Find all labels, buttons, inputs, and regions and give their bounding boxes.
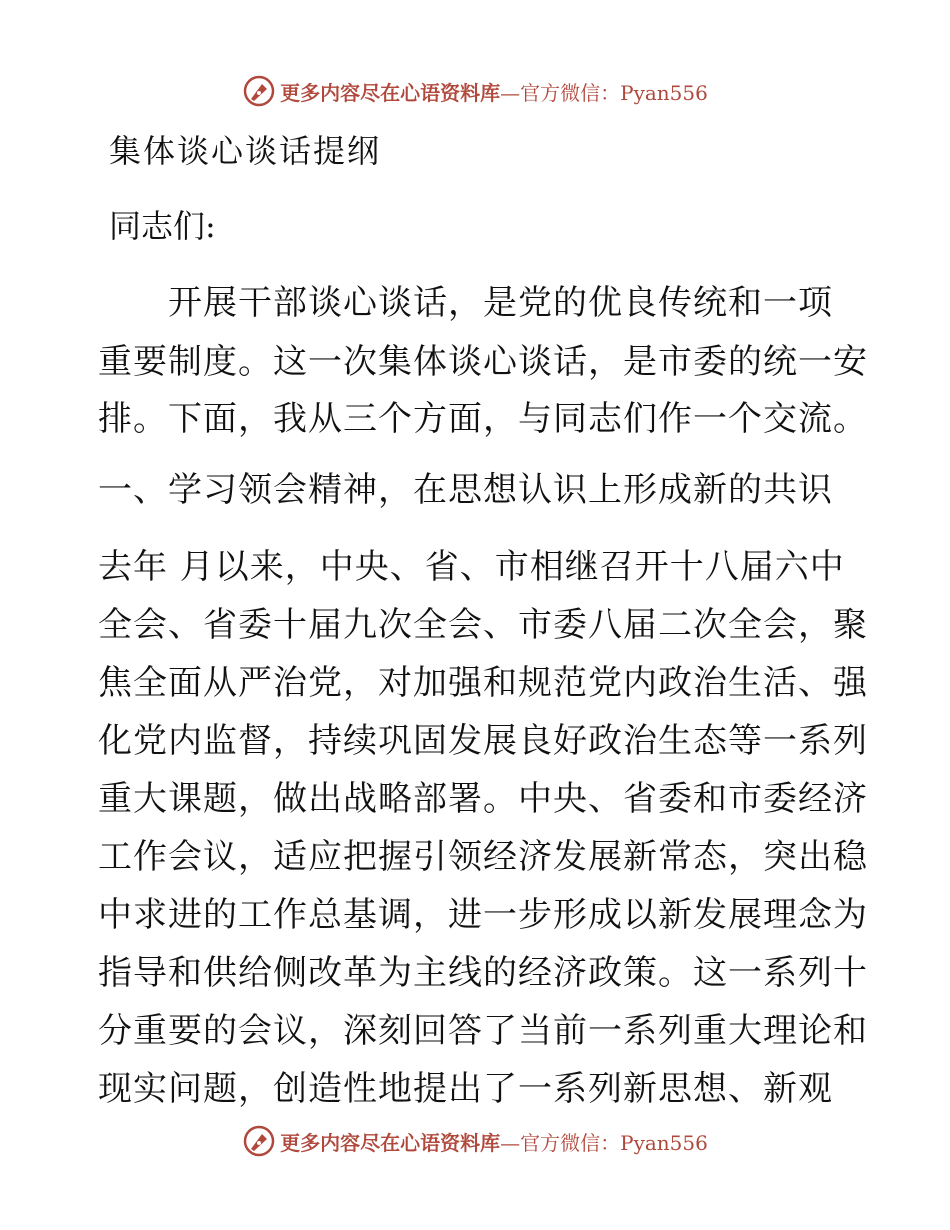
body-line: 排。下面，我从三个方面，与同志们作一个交流。 (98, 399, 868, 439)
watermark-text: 更多内容尽在心语资料库—官方微信：Pyan556 (280, 1130, 708, 1155)
body-line: 焦全面从严治党，对加强和规范党内政治生活、强 (98, 663, 868, 703)
header-watermark-banner (0, 71, 950, 111)
footer-watermark-banner (0, 1121, 950, 1161)
body-line: 全会、省委十届九次全会、市委八届二次全会，聚 (98, 605, 868, 645)
section-heading: 一、学习领会精神，在思想认识上形成新的共识 (98, 470, 833, 510)
body-line: 现实问题，创造性地提出了一系列新思想、新观 (98, 1069, 833, 1109)
watermark-text: 更多内容尽在心语资料库—官方微信：Pyan556 (280, 80, 708, 105)
body-line: 中求进的工作总基调，进一步形成以新发展理念为 (98, 895, 868, 935)
body-line: 重要制度。这一次集体谈心谈话，是市委的统一安 (98, 342, 868, 382)
body-line: 化党内监督，持续巩固发展良好政治生态等一系列 (98, 721, 868, 761)
body-line: 开展干部谈心谈话，是党的优良传统和一项 (98, 283, 833, 323)
body-line: 去年 月以来，中央、省、市相继召开十八届六中 (98, 547, 845, 587)
body-line: 重大课题，做出战略部署。中央、省委和市委经济 (98, 779, 868, 819)
pen-nib-circle-icon (242, 1124, 276, 1158)
salutation: 同志们: (109, 207, 216, 245)
body-line: 分重要的会议，深刻回答了当前一系列重大理论和 (98, 1011, 868, 1051)
pen-nib-circle-icon (242, 74, 276, 108)
body-line: 工作会议，适应把握引领经济发展新常态，突出稳 (98, 837, 868, 877)
body-line: 指导和供给侧改革为主线的经济政策。这一系列十 (98, 953, 868, 993)
document-title: 集体谈心谈话提纲 (109, 132, 382, 170)
